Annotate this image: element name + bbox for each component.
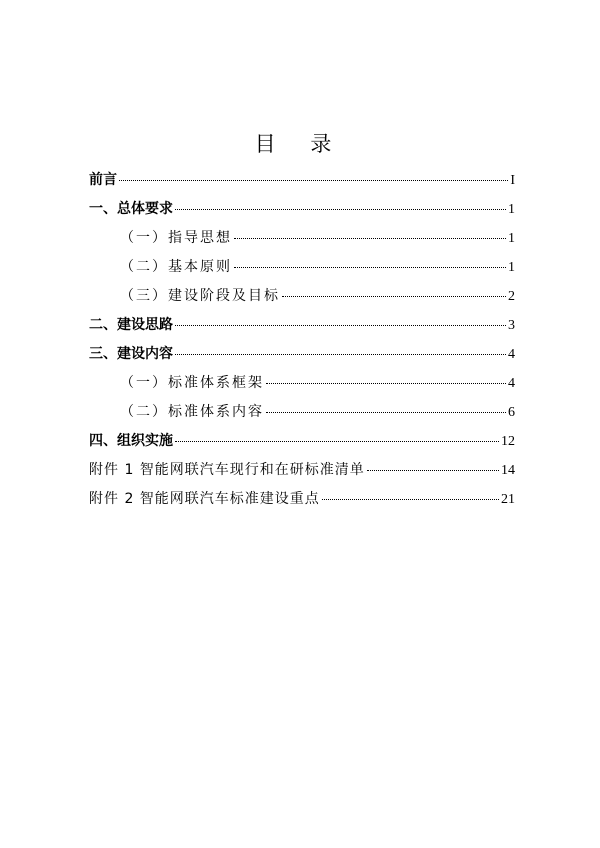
- dot-leader: [266, 383, 506, 384]
- entry-page-number: I: [510, 173, 515, 188]
- dot-leader: [175, 354, 506, 355]
- toc-entry-section-3[interactable]: [89, 342, 515, 371]
- dot-leader: [175, 209, 506, 210]
- entry-page-number: 4: [508, 347, 515, 362]
- entry-page-number: 1: [508, 260, 515, 275]
- entry-label: 附件 2 智能网联汽车标准建设重点: [89, 491, 320, 507]
- entry-label: （一）指导思想: [120, 230, 232, 246]
- toc-title: 目 录: [254, 132, 346, 156]
- dot-leader: [119, 180, 508, 181]
- dot-leader: [234, 267, 506, 268]
- entry-page-number: 14: [501, 463, 515, 478]
- toc-entry-preface[interactable]: [89, 168, 515, 197]
- dot-leader: [234, 238, 506, 239]
- toc-entry-appendix-1[interactable]: [89, 458, 515, 487]
- entry-label: 四、组织实施: [89, 433, 173, 449]
- toc-entry-section-1-3[interactable]: [89, 284, 515, 313]
- dot-leader: [266, 412, 506, 413]
- toc-entry-section-1-1[interactable]: [89, 226, 515, 255]
- dot-leader: [322, 499, 499, 500]
- entry-page-number: 4: [508, 376, 515, 391]
- entry-page-number: 3: [508, 318, 515, 333]
- entry-label: 附件 1 智能网联汽车现行和在研标准清单: [89, 462, 365, 478]
- entry-label: 三、建设内容: [89, 346, 173, 362]
- entry-page-number: 6: [508, 405, 515, 420]
- dot-leader: [282, 296, 506, 297]
- entry-label: 二、建设思路: [89, 317, 173, 333]
- entry-page-number: 21: [501, 492, 515, 507]
- toc-entry-appendix-2[interactable]: [89, 487, 515, 516]
- entry-label: （二）标准体系内容: [120, 404, 264, 420]
- dot-leader: [175, 325, 506, 326]
- entry-label: 前言: [89, 172, 117, 188]
- toc-entry-section-1[interactable]: [89, 197, 515, 226]
- entry-label: 一、总体要求: [89, 201, 173, 217]
- entry-page-number: 2: [508, 289, 515, 304]
- dot-leader: [367, 470, 499, 471]
- entry-page-number: 12: [501, 434, 515, 449]
- toc-list: [89, 168, 515, 516]
- entry-label: （二）基本原则: [120, 259, 232, 275]
- entry-label: （一）标准体系框架: [120, 375, 264, 391]
- toc-entry-section-2[interactable]: [89, 313, 515, 342]
- entry-page-number: 1: [508, 231, 515, 246]
- entry-label: （三）建设阶段及目标: [120, 288, 280, 304]
- toc-entry-section-1-2[interactable]: [89, 255, 515, 284]
- toc-entry-section-3-2[interactable]: [89, 400, 515, 429]
- dot-leader: [175, 441, 499, 442]
- toc-entry-section-4[interactable]: [89, 429, 515, 458]
- toc-entry-section-3-1[interactable]: [89, 371, 515, 400]
- entry-page-number: 1: [508, 202, 515, 217]
